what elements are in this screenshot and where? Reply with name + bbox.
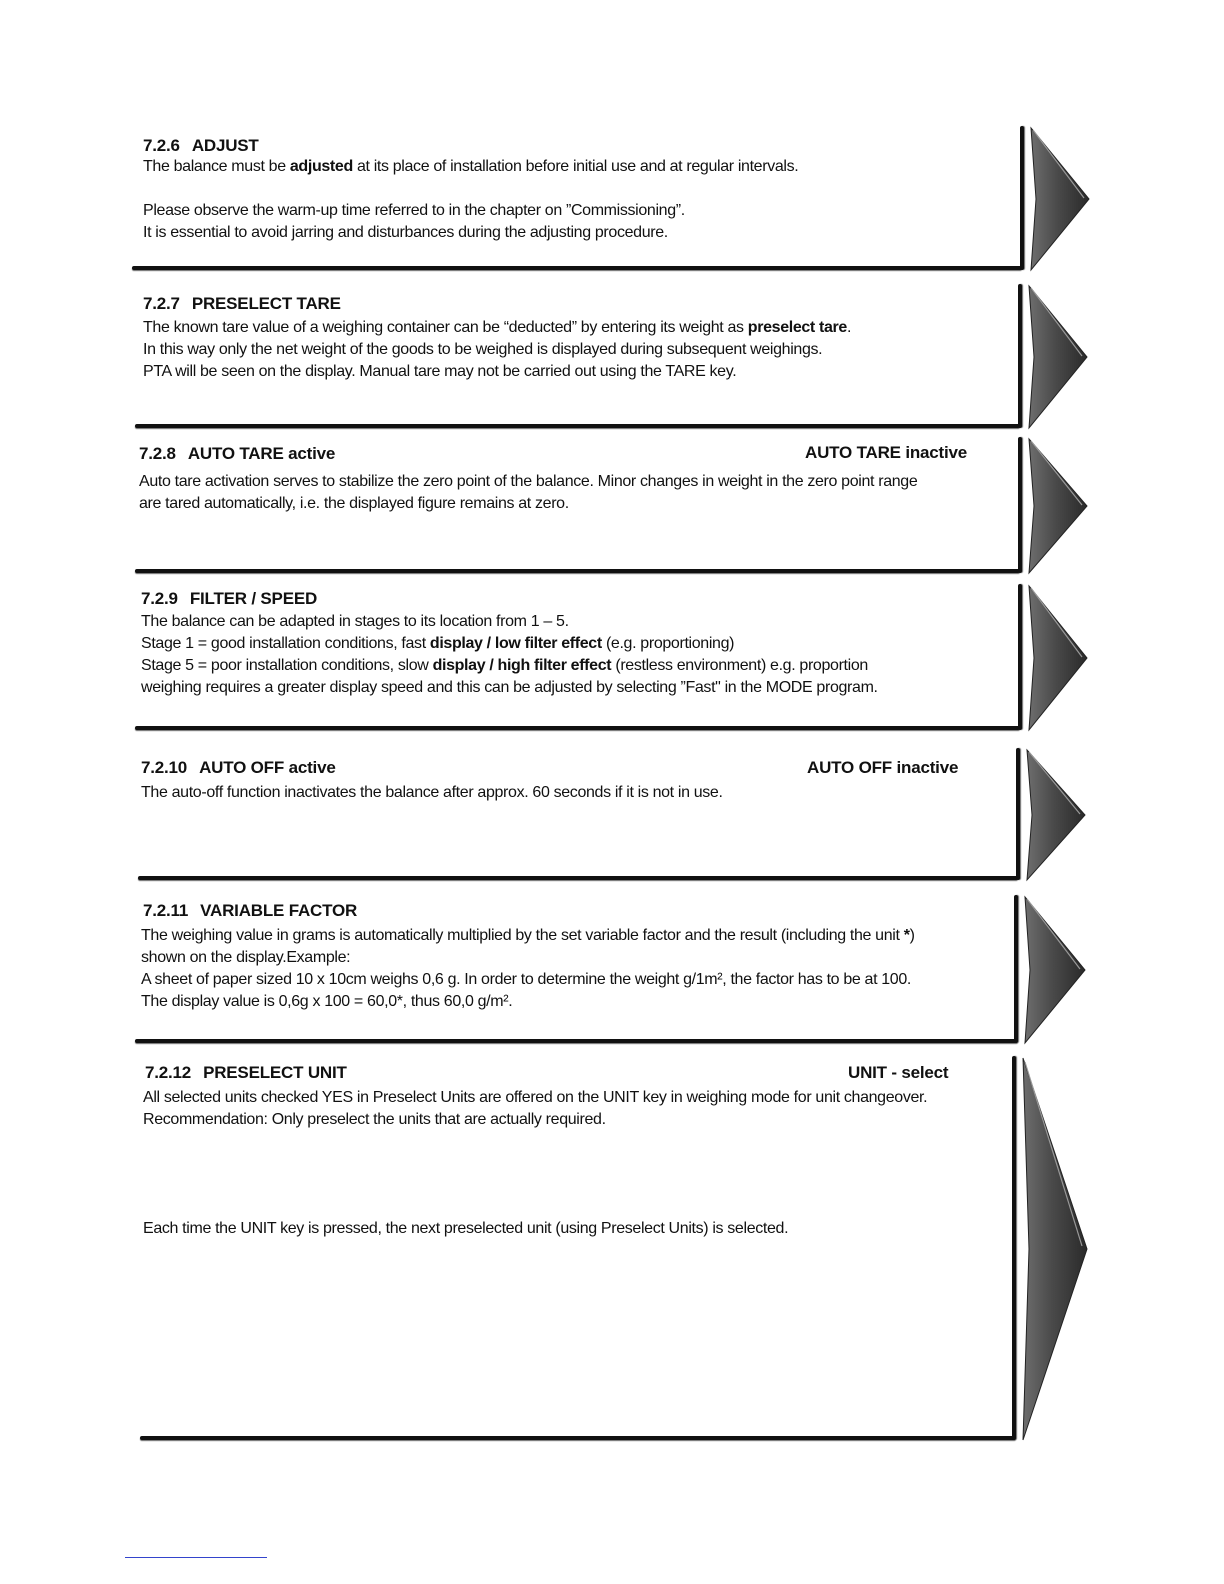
section-heading: [143, 294, 341, 314]
section-bottom-rule: [135, 1039, 1018, 1043]
section-title: FILTER / SPEED: [189, 589, 318, 608]
section-heading: [143, 901, 357, 921]
section-bottom-rule: [135, 569, 1020, 573]
paragraph-line: It is essential to avoid jarring and disturbances during the adjusting procedure.: [143, 224, 668, 241]
section-arrow-icon: [1020, 1056, 1090, 1442]
paragraph-line: The balance can be adapted in stages to its location from 1 – 5.: [141, 613, 569, 630]
paragraph-line: Please observe the warm-up time referred to in the chapter on ”Commissioning”.: [143, 202, 685, 219]
footnote-separator: [125, 1557, 267, 1558]
section-title: ADJUST: [191, 136, 259, 155]
paragraph-line: are tared automatically, i.e. the displayed figure remains at zero.: [139, 495, 569, 512]
section-heading: [141, 758, 336, 778]
section-right-rule: [1012, 1056, 1016, 1440]
section-arrow-icon: [1026, 584, 1090, 732]
section-bottom-rule: [135, 424, 1020, 428]
section-right-rule: [1020, 126, 1024, 270]
section-arrow-icon: [1026, 437, 1090, 575]
section-title-right: AUTO OFF inactive: [807, 758, 959, 777]
paragraph-line: weighing requires a greater display speed and this can be adjusted by selecting ”Fast" in the MODE program.: [141, 679, 878, 696]
paragraph-line: The display value is 0,6g x 100 = 60,0*, thus 60,0 g/m².: [141, 993, 513, 1010]
section-number: 7.2.11: [143, 901, 189, 920]
paragraph-line: PTA will be seen on the display. Manual tare may not be carried out using the TARE key.: [143, 363, 737, 380]
section-right-rule: [1018, 584, 1022, 730]
section-heading: [143, 136, 259, 156]
section-title-right: AUTO TARE inactive: [805, 443, 968, 462]
paragraph-line: The weighing value in grams is automatically multiplied by the set variable factor and the result (including the unit *): [141, 927, 915, 944]
section-bottom-rule: [135, 726, 1020, 730]
paragraph-line: The balance must be adjusted at its place of installation before initial use and at regular intervals.: [143, 158, 799, 175]
section-right-rule: [1016, 748, 1020, 880]
section-right-rule: [1018, 437, 1022, 573]
paragraph-line: The known tare value of a weighing container can be “deducted” by entering its weight as preselect tare.: [143, 319, 852, 336]
paragraph-line: Stage 1 = good installation conditions, fast display / low filter effect (e.g. proportioning): [141, 635, 735, 652]
section-title: PRESELECT TARE: [191, 294, 341, 313]
section-arrow-icon: [1028, 126, 1092, 272]
section-heading: [141, 589, 317, 609]
paragraph-line: Stage 5 = poor installation conditions, slow display / high filter effect (restless environment) e.g. proportion: [141, 657, 868, 674]
section-number: 7.2.9: [141, 589, 178, 608]
section-number: 7.2.7: [143, 294, 180, 313]
paragraph-line: The auto-off function inactivates the balance after approx. 60 seconds if it is not in use.: [141, 784, 723, 801]
section-arrow-icon: [1024, 748, 1088, 882]
section-heading: [139, 444, 335, 464]
section-number: 7.2.12: [145, 1063, 192, 1082]
paragraph-line: Recommendation: Only preselect the units that are actually required.: [143, 1111, 606, 1128]
section-title: PRESELECT UNIT: [203, 1063, 347, 1082]
paragraph-line: All selected units checked YES in Preselect Units are offered on the UNIT key in weighing mode for unit changeover.: [143, 1089, 928, 1106]
section-title-right: UNIT - select: [848, 1063, 949, 1082]
section-number: 7.2.6: [143, 136, 180, 155]
section-title: AUTO TARE active: [187, 444, 336, 463]
section-arrow-icon: [1026, 284, 1090, 430]
paragraph-line: Each time the UNIT key is pressed, the next preselected unit (using Preselect Units) is selected.: [143, 1220, 789, 1237]
paragraph-line: In this way only the net weight of the goods to be weighed is displayed during subsequent weighings.: [143, 341, 823, 358]
section-title: VARIABLE FACTOR: [200, 901, 358, 920]
section-number: 7.2.8: [139, 444, 176, 463]
paragraph-line: shown on the display.Example:: [141, 949, 351, 966]
section-right-rule: [1018, 284, 1022, 428]
section-number: 7.2.10: [141, 758, 188, 777]
paragraph-line: A sheet of paper sized 10 x 10cm weighs 0,6 g. In order to determine the weight g/1m², the factor has to be at 100.: [141, 971, 912, 988]
section-bottom-rule: [140, 1436, 1016, 1440]
section-right-rule: [1014, 895, 1018, 1043]
section-bottom-rule: [132, 266, 1022, 270]
section-title: AUTO OFF active: [199, 758, 336, 777]
section-heading: [145, 1063, 347, 1083]
section-arrow-icon: [1022, 895, 1088, 1045]
section-bottom-rule: [138, 876, 1018, 880]
paragraph-line: Auto tare activation serves to stabilize the zero point of the balance. Minor changes in weight in the zero point range: [139, 473, 918, 490]
